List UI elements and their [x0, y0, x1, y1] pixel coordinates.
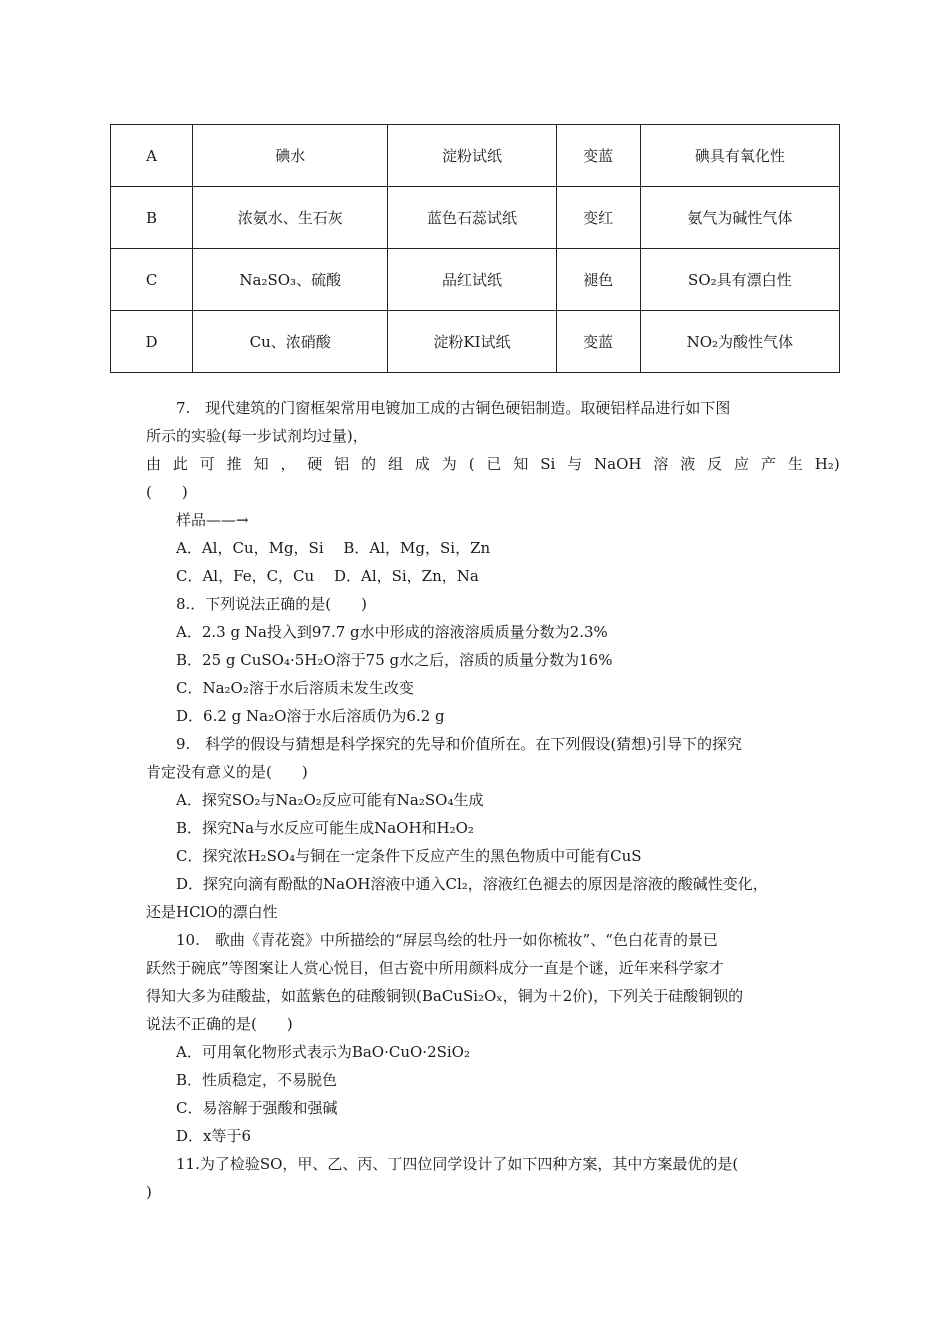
table-cell: SO₂具有漂白性 — [640, 249, 839, 311]
table-cell: 变蓝 — [556, 125, 640, 187]
table-cell: 蓝色石蕊试纸 — [388, 187, 556, 249]
table-cell: 氨气为碱性气体 — [640, 187, 839, 249]
table-cell: D — [111, 311, 193, 373]
word: 此 — [172, 455, 188, 473]
q7-stem-justified — [146, 450, 840, 478]
word: 可 — [199, 455, 215, 473]
q11-stem: ) — [146, 1183, 152, 1201]
table-cell: A — [111, 125, 193, 187]
word: H₂) — [814, 455, 840, 473]
word: 为 — [441, 455, 457, 473]
q7-stem: 所示的实验(每一步试剂均过量)， — [146, 427, 368, 445]
q8-stem: 8.．下列说法正确的是( ) — [176, 595, 368, 613]
q10-stem: 说法不正确的是( ) — [146, 1015, 293, 1033]
q9-stem: 9. 科学的假设与猜想是科学探究的先导和价值所在。在下列假设(猜想)引导下的探究 — [176, 735, 743, 753]
q8-option-b: B．25 g CuSO₄·5H₂O溶于75 g水之后，溶质的质量分数为16% — [176, 651, 613, 669]
word: 应 — [734, 455, 750, 473]
table-cell: 褪色 — [556, 249, 640, 311]
q10-stem: 跃然于碗底”等图案让人赏心悦目，但古瓷中所用颜料成分一直是个谜，近年来科学家才 — [146, 959, 724, 977]
word: 的 — [361, 455, 377, 473]
table-cell: 碘水 — [193, 125, 388, 187]
q9-option-c: C．探究浓H₂SO₄与铜在一定条件下反应产生的黑色物质中可能有CuS — [176, 847, 642, 865]
q11-stem: 11.为了检验SO，甲、乙、丙、丁四位同学设计了如下四种方案，其中方案最优的是( — [176, 1155, 739, 1173]
q9-option-b: B．探究Na与水反应可能生成NaOH和H₂O₂ — [176, 819, 474, 837]
q10-option-d: D．x等于6 — [176, 1127, 252, 1145]
table-row — [111, 249, 840, 311]
word: NaOH — [594, 455, 642, 473]
word: 生 — [787, 455, 803, 473]
q9-stem: 肯定没有意义的是( ) — [146, 763, 308, 781]
q10-option-b: B．性质稳定，不易脱色 — [176, 1071, 338, 1089]
q7-options: C．Al，Fe，C，Cu D．Al，Si，Zn，Na — [176, 567, 479, 585]
experiment-table — [110, 124, 840, 373]
q9-option-d: D．探究向滴有酚酞的NaOH溶液中通入Cl₂，溶液红色褪去的原因是溶液的酸碱性变化， — [176, 875, 768, 893]
word: 已 — [486, 455, 502, 473]
q7-options: A．Al，Cu，Mg，Si B．Al，Mg，Si，Zn — [176, 539, 491, 557]
q9-option-a: A．探究SO₂与Na₂O₂反应可能有Na₂SO₄生成 — [176, 791, 484, 809]
table-cell: 淀粉试纸 — [388, 125, 556, 187]
table-row — [111, 311, 840, 373]
table-cell: 变蓝 — [556, 311, 640, 373]
q8-option-a: A．2.3 g Na投入到97.7 g水中形成的溶液溶质质量分数为2.3% — [176, 623, 608, 641]
table-row — [111, 125, 840, 187]
q8-option-c: C．Na₂O₂溶于水后溶质未发生改变 — [176, 679, 414, 697]
table-cell: 淀粉KI试纸 — [388, 311, 556, 373]
word: 组 — [388, 455, 404, 473]
q7-sample-flow: 样品——→ — [176, 511, 249, 529]
word: 推 — [226, 455, 242, 473]
table-cell: 变红 — [556, 187, 640, 249]
table-cell: Cu、浓硝酸 — [193, 311, 388, 373]
q10-stem: 得知大多为硅酸盐，如蓝紫色的硅酸铜钡(BaCuSi₂Oₓ，铜为＋2价)，下列关于硅酸铜钡的 — [146, 987, 744, 1005]
q9-option-d-cont: 还是HClO的漂白性 — [146, 903, 278, 921]
word: 液 — [680, 455, 696, 473]
table-cell: 碘具有氧化性 — [640, 125, 839, 187]
word: 成 — [414, 455, 430, 473]
table-cell: 浓氨水、生石灰 — [193, 187, 388, 249]
word: 溶 — [653, 455, 669, 473]
word: 知 — [513, 455, 529, 473]
word: ， — [280, 455, 296, 473]
word: 硬 — [307, 455, 323, 473]
word: Si — [540, 455, 556, 473]
q10-stem: 10. 歌曲《青花瓷》中所描绘的“屏层鸟绘的牡丹一如你梳妆”、“色白花青的景已 — [176, 931, 718, 949]
table-cell: B — [111, 187, 193, 249]
word: 与 — [567, 455, 583, 473]
word: 产 — [760, 455, 776, 473]
q10-option-a: A．可用氧化物形式表示为BaO·CuO·2SiO₂ — [176, 1043, 470, 1061]
table-cell: NO₂为酸性气体 — [640, 311, 839, 373]
word: 反 — [707, 455, 723, 473]
q7-stem: 7. 现代建筑的门窗框架常用电镀加工成的古铜色硬铝制造。取硬铝样品进行如下图 — [176, 399, 731, 417]
q8-option-d: D．6.2 g Na₂O溶于水后溶质仍为6.2 g — [176, 707, 445, 725]
word: 知 — [253, 455, 269, 473]
q10-option-c: C．易溶解于强酸和强碱 — [176, 1099, 338, 1117]
word: 由 — [146, 455, 162, 473]
table-cell: C — [111, 249, 193, 311]
table-row — [111, 187, 840, 249]
question-body — [146, 394, 840, 1206]
word: 铝 — [334, 455, 350, 473]
answer-paren: ( ) — [146, 483, 188, 501]
word: ( — [468, 455, 475, 473]
table-cell: Na₂SO₃、硫酸 — [193, 249, 388, 311]
table-cell: 品红试纸 — [388, 249, 556, 311]
